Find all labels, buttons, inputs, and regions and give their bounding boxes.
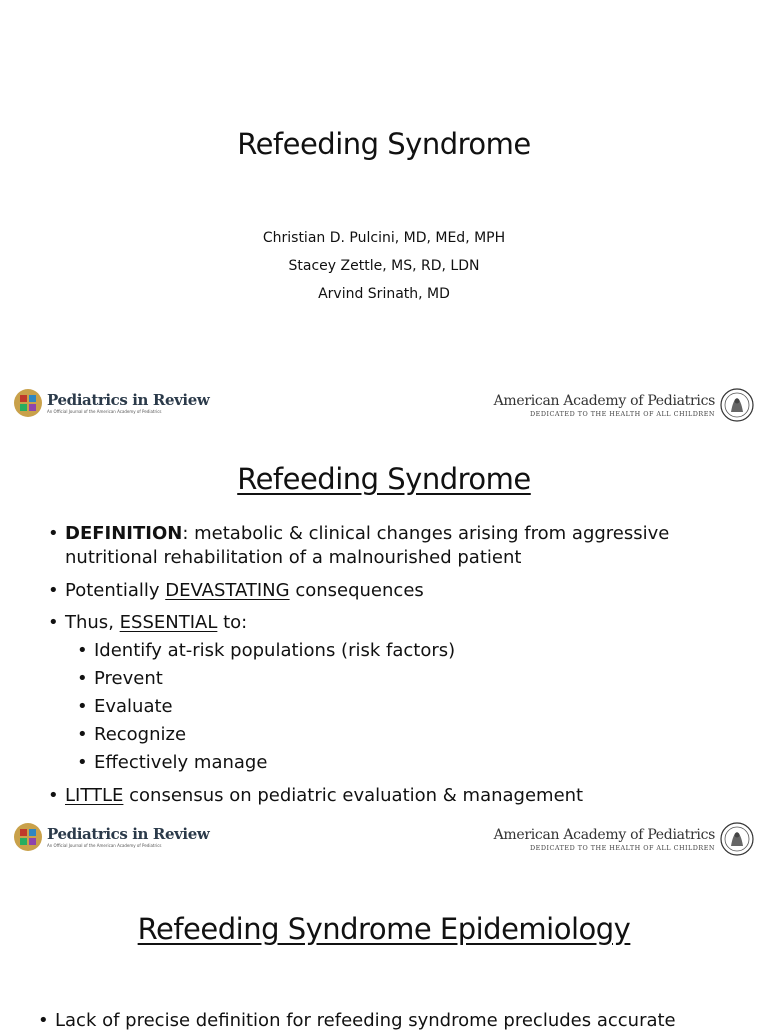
bullet-devastating: [48, 579, 748, 611]
slide-epidemiology: [0, 864, 768, 1031]
definition-label: DEFINITION: [65, 523, 183, 544]
sub-bullet: • Prevent: [77, 667, 748, 695]
slide-epidemiology-heading: Refeeding Syndrome Epidemiology: [137, 912, 631, 946]
slide-definition-heading: Refeeding Syndrome: [237, 462, 531, 496]
pir-subtitle: An Official Journal of the American Academy of Pediatrics: [47, 842, 162, 848]
bullet-text: Potentially: [65, 580, 166, 601]
sub-bullet: • Effectively manage: [77, 751, 748, 784]
underlined-word: DEVASTATING: [165, 580, 290, 601]
aap-subtitle: DEDICATED TO THE HEALTH OF ALL CHILDREN: [530, 843, 715, 852]
slide-title-heading: Refeeding Syndrome: [237, 127, 531, 161]
aap-name: American Academy of Pediatrics: [493, 392, 715, 409]
bullet-text: to:: [217, 612, 248, 633]
author-list: [0, 228, 768, 312]
logo-bar: [0, 822, 768, 862]
definition-bullets: [48, 522, 748, 808]
author-1: Christian D. Pulcini, MD, MEd, MPH: [262, 230, 506, 246]
underlined-word: ESSENTIAL: [119, 612, 218, 633]
author-2: Stacey Zettle, MS, RD, LDN: [288, 258, 480, 274]
pir-logo: [13, 822, 209, 852]
pir-name: Pediatrics in Review: [47, 390, 210, 409]
bullet-definition: [48, 522, 748, 579]
bullet-text: Thus,: [65, 612, 120, 633]
bullet-little-consensus: [48, 784, 748, 808]
aap-name: American Academy of Pediatrics: [493, 826, 715, 843]
bullet-text: consensus on pediatric evaluation & management: [123, 785, 584, 806]
pir-subtitle: An Official Journal of the American Academy of Pediatrics: [47, 408, 162, 414]
bullet-text: consequences: [289, 580, 424, 601]
aap-seal-icon: [720, 388, 754, 422]
sub-bullet: • Recognize: [77, 723, 748, 751]
aap-seal-icon: [720, 822, 754, 856]
slide-definition: [0, 434, 768, 864]
sub-bullet: • Identify at-risk populations (risk factors): [77, 639, 748, 667]
aap-logo: [494, 822, 754, 856]
pir-emblem-icon: [13, 822, 43, 852]
bullet-essential: [48, 611, 748, 639]
logo-bar: [0, 388, 768, 428]
aap-subtitle: DEDICATED TO THE HEALTH OF ALL CHILDREN: [530, 409, 715, 418]
slide-title: [0, 0, 768, 434]
bullet-epidemiology: • Lack of precise definition for refeeding syndrome precludes accurate: [38, 1009, 768, 1033]
aap-logo: [494, 388, 754, 422]
underlined-word: LITTLE: [65, 785, 124, 806]
pir-logo: [13, 388, 209, 418]
author-3: Arvind Srinath, MD: [318, 286, 450, 302]
definition-text: : metabolic & clinical changes arising from aggressive nutritional rehabilitation of a malnourished patient: [65, 523, 670, 568]
sub-bullet: • Evaluate: [77, 695, 748, 723]
pir-name: Pediatrics in Review: [47, 824, 210, 843]
pir-emblem-icon: [13, 388, 43, 418]
